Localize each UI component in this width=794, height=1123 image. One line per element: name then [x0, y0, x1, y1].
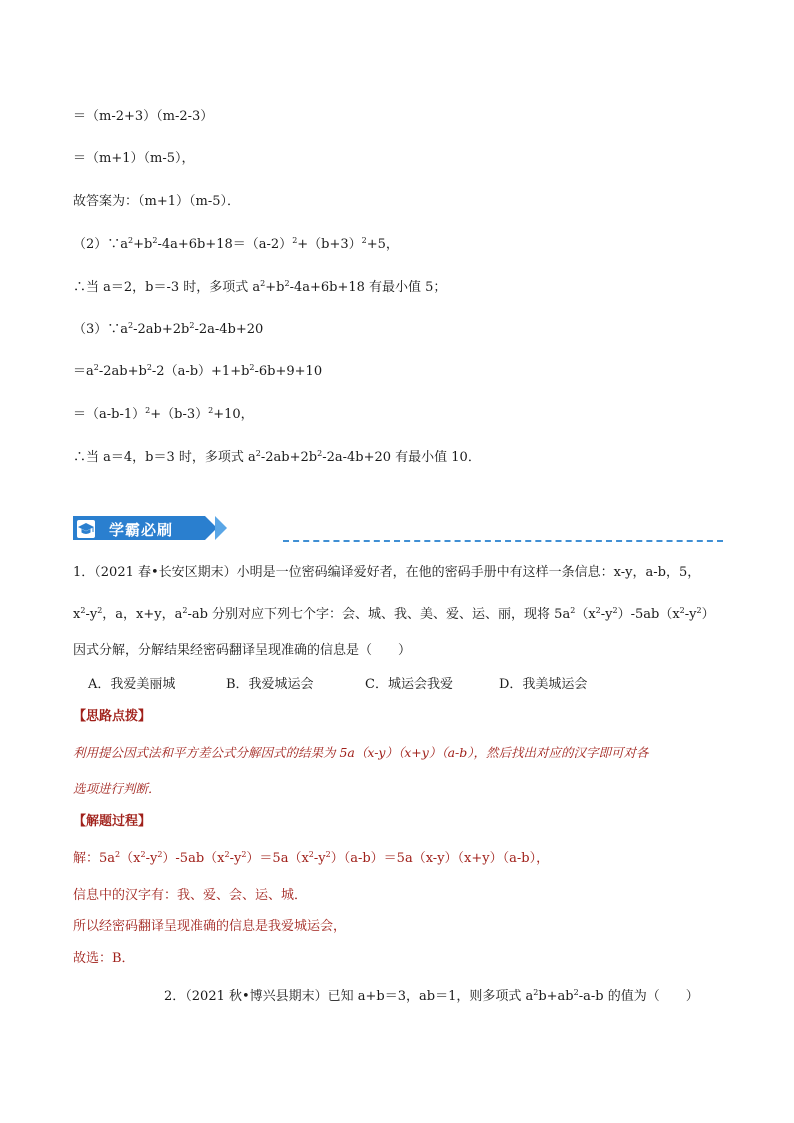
solution-line-2: ＝（m+1）（m-5）， [73, 151, 195, 166]
q1-option-b[interactable]: B．我爱城运会 [226, 677, 314, 692]
solution-line-6: $(3)\because a^2-2ab+2b^2-2a-4b+20$ [73, 321, 264, 337]
solution-line-3: 故答案为：（m+1）（m-5）． [73, 194, 240, 209]
banner-title: 学霸必刷 [109, 521, 174, 539]
solution-line-7: $=a^2-2ab+b^2-2(a-b)+1+b^2-6b+9+10$ [73, 363, 323, 379]
process-solution-line: 解：$5a^2(x^2-y^2)-5ab(x^2-y^2)=5a(x^2-y^2)(a-b)=5a(x-y)(x+y)(a-b)$， [73, 850, 550, 866]
q1-option-a[interactable]: A．我爱美丽城 [88, 677, 176, 692]
hint-label: 【思路点拨】 [73, 709, 152, 724]
hint-line-1: 利用提公因式法和平方差公式分解因式的结果为 5a（x-y）（x+y）（a-b），然后找出对应的汉字即可对各 [73, 745, 649, 760]
banner-box [73, 516, 205, 540]
q1-stem-line-1: 1．（2021 春•长安区期末）小明是一位密码编译爱好者，在他的密码手册中有这样一条信息：x-y，a-b，5， [73, 565, 701, 580]
section-banner [73, 514, 723, 542]
process-label: 【解题过程】 [73, 814, 152, 829]
q1-stem-line-3: 因式分解，分解结果经密码翻译呈现准确的信息是（ ） [73, 643, 412, 658]
solution-line-1: ＝（m-2+3）（m-2-3） [73, 109, 214, 124]
banner-dashed-rule [283, 540, 723, 542]
q2-stem: 2．（2021 秋•博兴县期末）已知 a+b＝3，ab＝1，则多项式 $a^2b+ab^2-a-b$ 的值为（ ） [164, 988, 699, 1004]
hint-line-2: 选项进行判断． [73, 781, 161, 796]
process-conclusion-line: 所以经密码翻译呈现准确的信息是我爱城运会， [73, 919, 347, 934]
solution-line-9: ∴当 a＝4，b＝3 时，多项式 $a^2-2ab+2b^2-2a-4b+20$ 有最小值 10． [73, 449, 481, 465]
banner-chevron-2 [215, 516, 227, 540]
process-answer-line: 故选：B． [73, 951, 135, 966]
q1-stem-line-2: $x^2-y^2$，a，x+y，$a^2-ab$ 分别对应下列七个字：会、城、我、美、爱、运、丽，现将 $5a^2(x^2-y^2)-5ab(x^2-y^2)$ [73, 606, 715, 622]
q1-option-d[interactable]: D．我美城运会 [499, 677, 588, 692]
q1-option-c[interactable]: C．城运会我爱 [365, 677, 453, 692]
process-info-line: 信息中的汉字有：我、爱、会、运、城． [73, 888, 308, 903]
graduation-cap-icon [77, 520, 95, 538]
solution-line-5: ∴当 a＝2，b＝-3 时，多项式 $a^2+b^2-4a+6b+18$ 有最小值 5； [73, 279, 447, 295]
solution-line-4: $(2)\because a^2+b^2-4a+6b+18=(a-2)^2+(b+3)^2+5$， [73, 236, 399, 252]
solution-line-8: $=(a-b-1)^2+(b-3)^2+10$， [73, 406, 254, 422]
